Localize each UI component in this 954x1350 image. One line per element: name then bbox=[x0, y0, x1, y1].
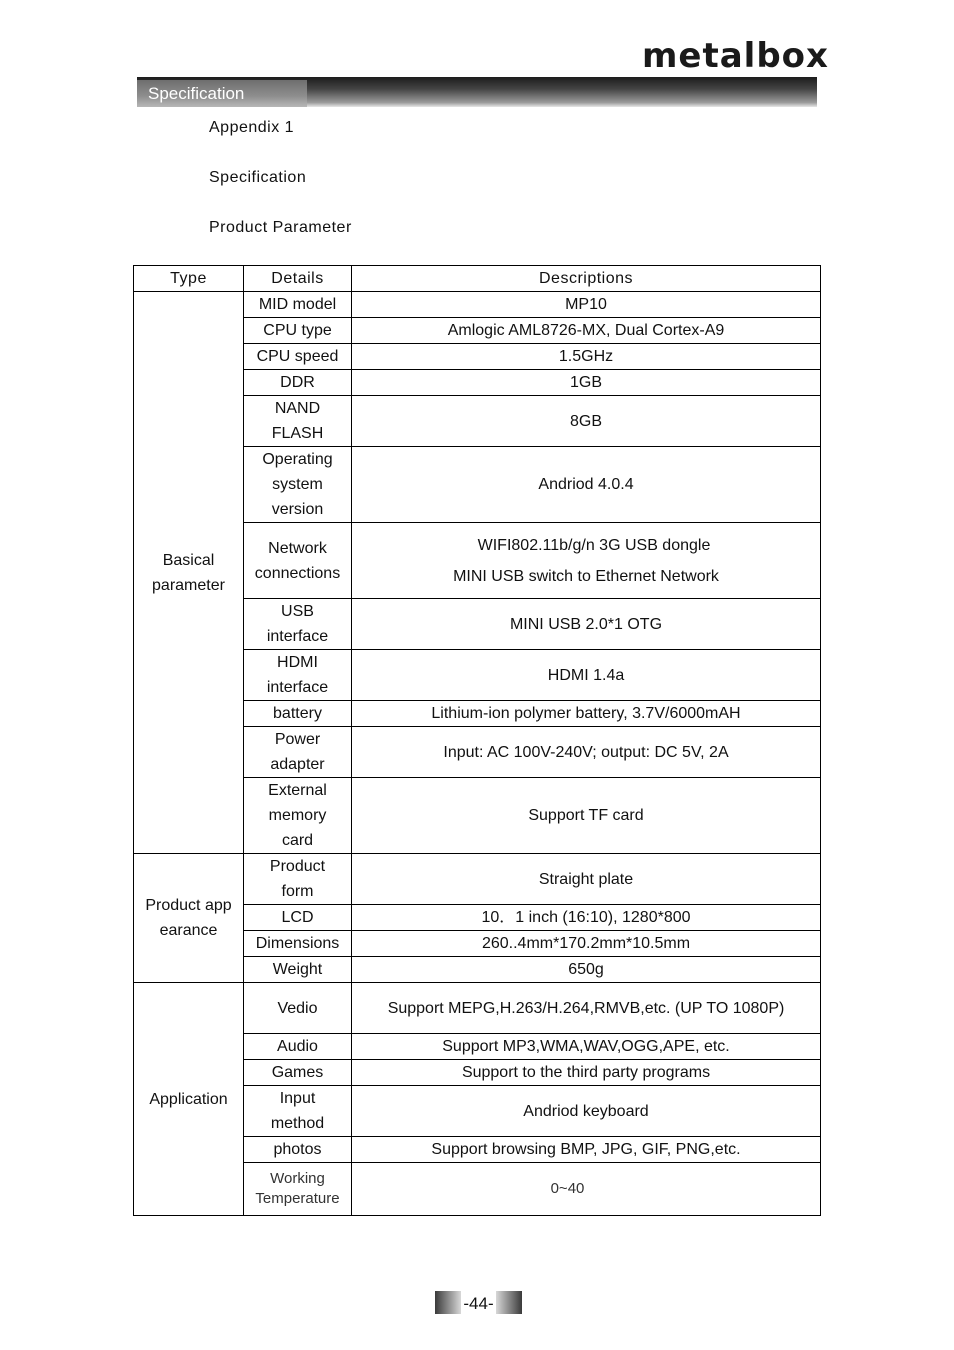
description-cell: 650g bbox=[352, 957, 821, 983]
column-header-descriptions: Descriptions bbox=[352, 266, 821, 292]
description-cell bbox=[352, 523, 821, 599]
description-line: WIFI802.11b/g/n 3G USB dongle bbox=[477, 536, 711, 554]
page-number: -44- bbox=[463, 1294, 494, 1313]
description-cell: 8GB bbox=[352, 396, 821, 447]
description-cell: Support to the third party programs bbox=[352, 1060, 821, 1086]
detail-cell: Operating system version bbox=[244, 447, 352, 523]
detail-cell: Product form bbox=[244, 854, 352, 905]
detail-cell: Power adapter bbox=[244, 727, 352, 778]
type-cell: Basical parameter bbox=[134, 292, 244, 854]
description-cell: Straight plate bbox=[352, 854, 821, 905]
detail-cell: DDR bbox=[244, 370, 352, 396]
spec-table bbox=[133, 265, 821, 1216]
description-cell: Amlogic AML8726-MX, Dual Cortex-A9 bbox=[352, 318, 821, 344]
page-footer bbox=[435, 1291, 522, 1314]
column-header-type: Type bbox=[134, 266, 244, 292]
description-cell: MINI USB 2.0*1 OTG bbox=[352, 599, 821, 650]
table-row bbox=[134, 983, 821, 1034]
appendix-heading: Appendix 1 bbox=[209, 119, 295, 136]
type-cell: Application bbox=[134, 983, 244, 1216]
detail-cell: Dimensions bbox=[244, 931, 352, 957]
type-cell: Product appearance bbox=[134, 854, 244, 983]
detail-cell: MID model bbox=[244, 292, 352, 318]
detail-cell: LCD bbox=[244, 905, 352, 931]
detail-cell: CPU speed bbox=[244, 344, 352, 370]
table-header-row bbox=[134, 266, 821, 292]
detail-cell: External memory card bbox=[244, 778, 352, 854]
detail-cell: Audio bbox=[244, 1034, 352, 1060]
table-row bbox=[134, 292, 821, 318]
description-cell: HDMI 1.4a bbox=[352, 650, 821, 701]
detail-cell: Input method bbox=[244, 1086, 352, 1137]
specification-heading: Specification bbox=[209, 169, 307, 186]
description-cell: Input: AC 100V-240V; output: DC 5V, 2A bbox=[352, 727, 821, 778]
detail-cell: battery bbox=[244, 701, 352, 727]
section-tab: Specification bbox=[137, 80, 307, 107]
table-row bbox=[134, 854, 821, 905]
detail-cell: USB interface bbox=[244, 599, 352, 650]
description-cell: Support MP3,WMA,WAV,OGG,APE, etc. bbox=[352, 1034, 821, 1060]
detail-cell: Network connections bbox=[244, 523, 352, 599]
description-cell: 0~40 bbox=[352, 1163, 821, 1216]
description-cell: 10．1 inch (16:10), 1280*800 bbox=[352, 905, 821, 931]
description-cell: Andriod 4.0.4 bbox=[352, 447, 821, 523]
detail-cell: CPU type bbox=[244, 318, 352, 344]
description-cell: 1.5GHz bbox=[352, 344, 821, 370]
description-cell: Support TF card bbox=[352, 778, 821, 854]
detail-cell: Games bbox=[244, 1060, 352, 1086]
detail-cell: HDMI interface bbox=[244, 650, 352, 701]
detail-cell: Weight bbox=[244, 957, 352, 983]
detail-cell: photos bbox=[244, 1137, 352, 1163]
metalbox-logo: metalbox bbox=[642, 36, 829, 76]
description-cell: MP10 bbox=[352, 292, 821, 318]
column-header-details: Details bbox=[244, 266, 352, 292]
detail-cell: Vedio bbox=[244, 983, 352, 1034]
description-cell: Andriod keyboard bbox=[352, 1086, 821, 1137]
description-cell: Support MEPG,H.263/H.264,RMVB,etc. (UP TO 1080P) bbox=[352, 983, 821, 1034]
detail-cell: NAND FLASH bbox=[244, 396, 352, 447]
description-cell: Lithium-ion polymer battery, 3.7V/6000mAH bbox=[352, 701, 821, 727]
description-line: MINI USB switch to Ethernet Network bbox=[453, 567, 719, 585]
product-parameter-heading: Product Parameter bbox=[209, 219, 352, 236]
description-cell: 260..4mm*170.2mm*10.5mm bbox=[352, 931, 821, 957]
description-cell: 1GB bbox=[352, 370, 821, 396]
description-cell: Support browsing BMP, JPG, GIF, PNG,etc. bbox=[352, 1137, 821, 1163]
detail-cell: Working Temperature bbox=[244, 1163, 352, 1216]
